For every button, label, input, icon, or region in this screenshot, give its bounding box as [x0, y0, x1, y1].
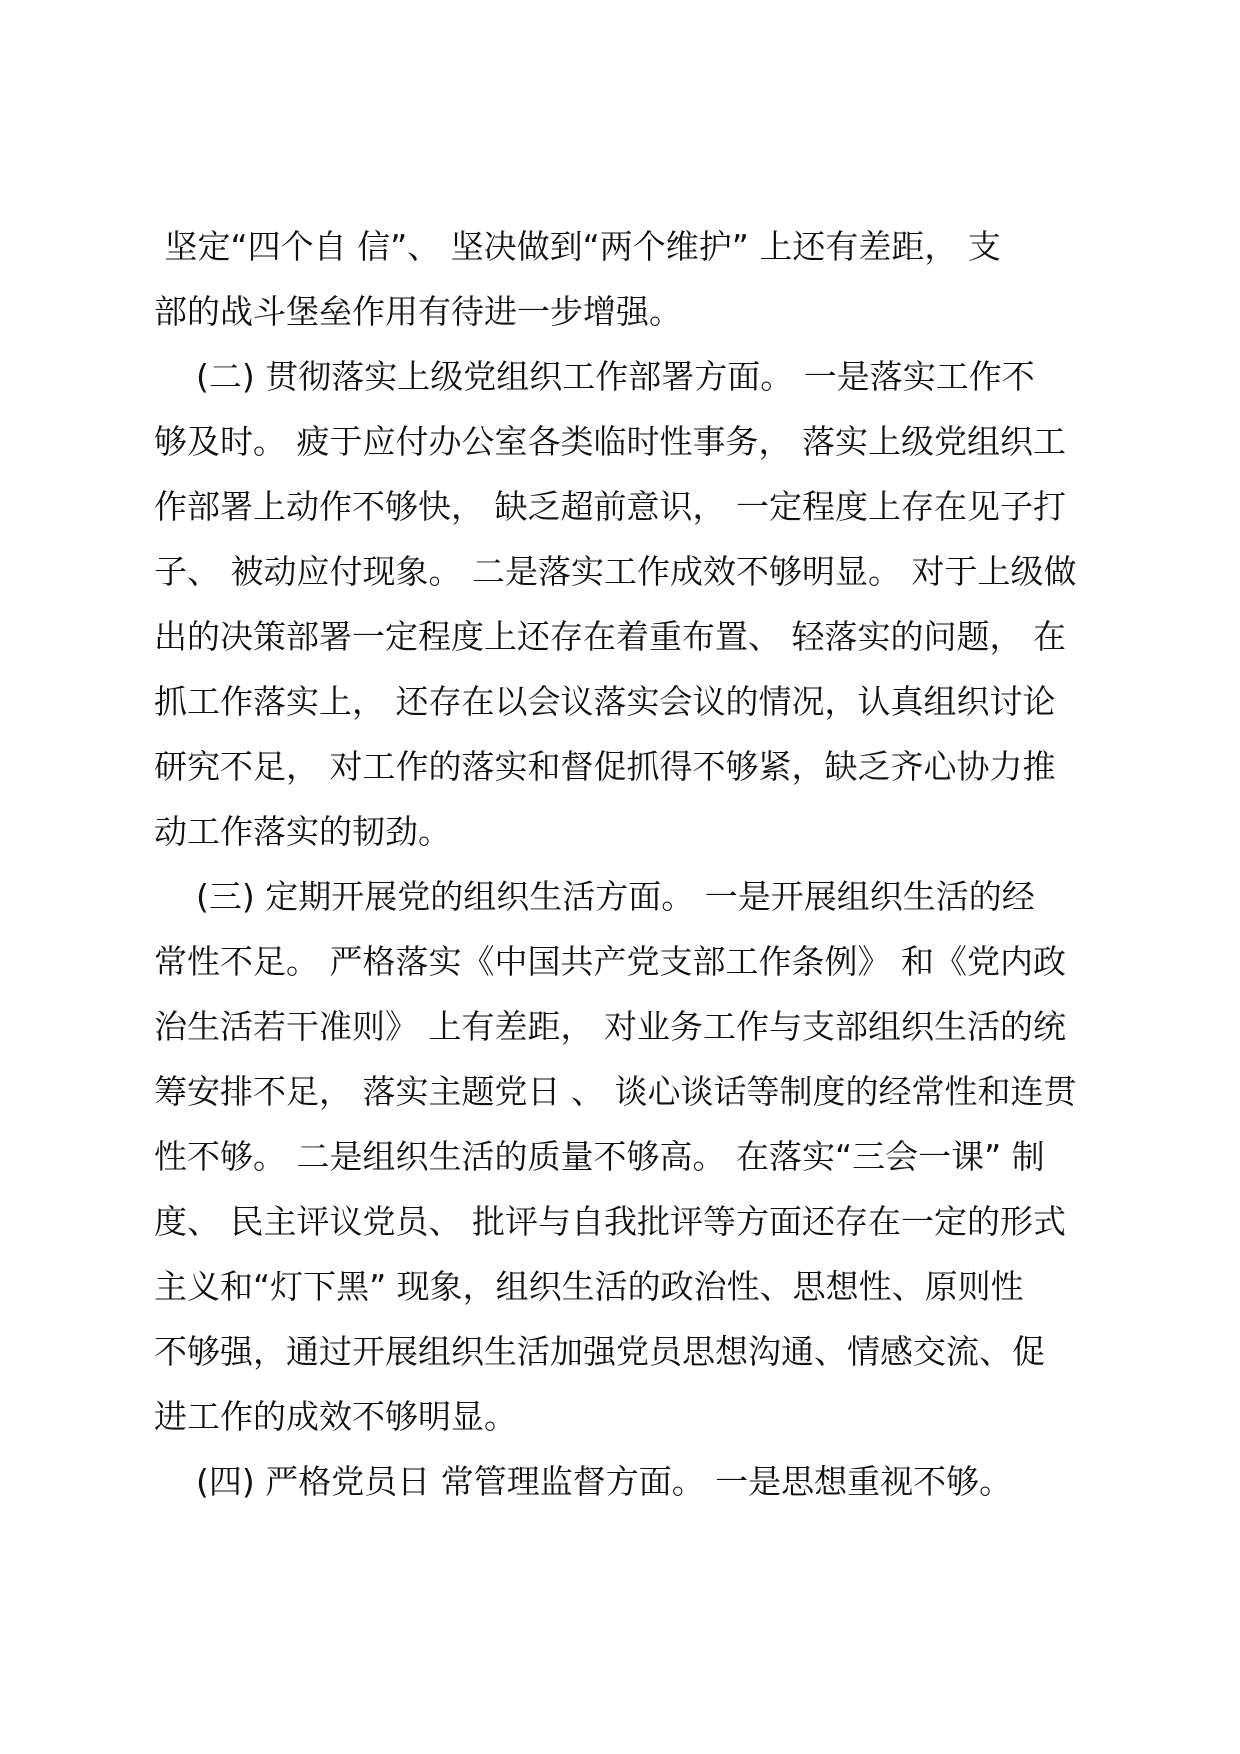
document-body [154, 214, 1090, 1514]
text-line: 主义和“灯下黑” 现象，组织生活的政治性、思想性、原则性 [154, 1267, 1024, 1306]
text-line: 够及时。 疲于应付办公室各类临时性事务， 落实上级党组织工 [154, 422, 1066, 461]
text-line: 治生活若干准则》 上有差距， 对业务工作与支部组织生活的统 [154, 1007, 1066, 1046]
text-line: 筹安排不足， 落实主题党日 、 谈心谈话等制度的经常性和连贯 [154, 1072, 1077, 1111]
text-line: 部的战斗堡垒作用有待进一步增强。 [154, 292, 682, 331]
text-line: 常性不足。 严格落实《中国共产党支部工作条例》 和《党内政 [154, 942, 1066, 981]
text-line: 抓工作落实上， 还存在以会议落实会议的情况，认真组织讨论 [154, 682, 1056, 721]
text-line: (三) 定期开展党的组织生活方面。 一是开展组织生活的经 [154, 877, 1035, 916]
text-line: (四) 严格党员日 常管理监督方面。 一是思想重视不够。 [154, 1462, 1013, 1501]
text-line: 不够强，通过开展组织生活加强党员思想沟通、情感交流、促 [154, 1332, 1045, 1371]
text-line: 研究不足， 对工作的落实和督促抓得不够紧，缺乏齐心协力推 [154, 747, 1056, 786]
text-line: 动工作落实的韧劲。 [154, 812, 451, 851]
text-line: 出的决策部署一定程度上还存在着重布置、 轻落实的问题， 在 [154, 617, 1066, 656]
text-line: (二) 贯彻落实上级党组织工作部署方面。 一是落实工作不 [154, 357, 1035, 396]
text-line: 子、 被动应付现象。 二是落实工作成效不够明显。 对于上级做 [154, 552, 1077, 591]
text-line: 进工作的成效不够明显。 [154, 1397, 517, 1436]
text-line: 作部署上动作不够快， 缺乏超前意识， 一定程度上存在见子打 [154, 487, 1066, 526]
text-line: 坚定“四个自 信”、 坚决做到“两个维护” 上还有差距， 支 [154, 227, 1001, 266]
text-line: 度、 民主评议党员、 批评与自我批评等方面还存在一定的形式 [154, 1202, 1066, 1241]
text-line: 性不够。 二是组织生活的质量不够高。 在落实“三会一课” 制 [154, 1137, 1045, 1176]
